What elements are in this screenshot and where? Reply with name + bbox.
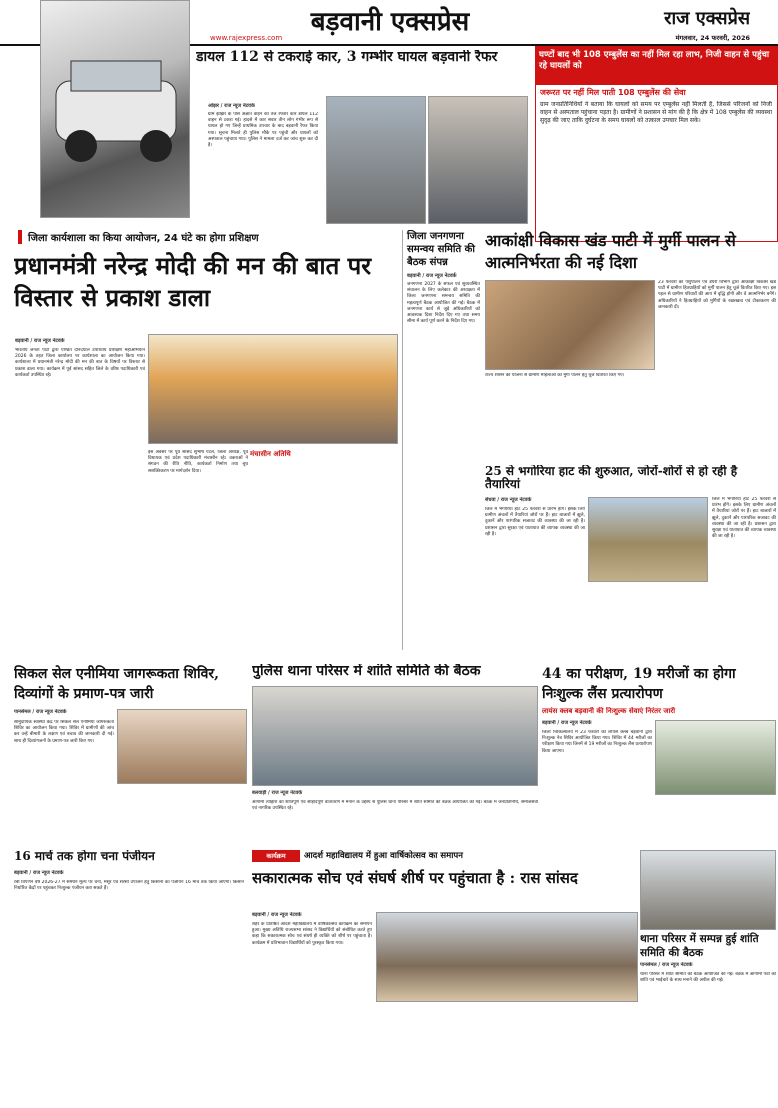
story10-kicker: आदर्श महाविद्यालय में हुआ वार्षिकोत्सव का समापन [304,851,463,861]
story8-photo-eye-camp [655,720,776,795]
story6-byline: पानसेमल / राज न्यूज नेटवर्क [14,709,67,715]
story11-byline: पानसेमल / राज न्यूज नेटवर्क [640,962,693,968]
story6-headline[interactable]: सिकल सेल एनीमिया जागरूकता शिविर, दिव्यांगों के प्रमाण-पत्र जारी [14,666,219,702]
story3-byline: बड़वानी / राज न्यूज नेटवर्क [407,273,457,279]
story10-byline: बड़वानी / राज न्यूज नेटवर्क [252,912,302,918]
paper-title: बड़वानी एक्सप्रेस [310,7,470,37]
story2-headline[interactable]: प्रधानमंत्री नरेन्द्र मोदी की मन की बात पर विस्तार से प्रकाश डाला [14,251,372,312]
story1-byline: ओझर / राज न्यूज नेटवर्क [208,103,255,109]
story10-photo-ceremony [376,912,638,1002]
story11-headline[interactable]: थाना परिसर में सम्पन्न हुई शांति समिति की बैठक [640,933,759,959]
story2-byline: बड़वानी / राज न्यूज नेटवर्क [15,338,65,344]
story1-aside-headline[interactable]: घण्टों बाद भी 108 एम्बुलेंस का नहीं मिल रहा लाभ, निजी वाहन से पहुंचा रहे घायलों को [536,47,777,85]
story1-photo-accident-scene [326,96,426,224]
story2-kicker: जिला कार्यशाला का किया आयोजन, 24 घंटे का होगा प्रशिक्षण [18,230,388,244]
story4-body: 23 फरवरी को पशुपालन एवं डेयरी विभाग द्वारा आकांक्षी विकास खंड पाटी में ग्रामीण हितग्राहियों को मुर्गी पालन हेतु चूजे वितरित किए गए। इस पहल से ग्रामीण परिवारों की आय में वृद्धि होगी और वे आत्मनिर्भर बनेंगे। अधिकारियों ने हितग्राहियों को मुर्गियों के रखरखाव एवं टीकाकरण की जानकारी दी। [658,280,776,310]
story9-byline: बड़वानी / राज न्यूज नेटवर्क [14,870,64,876]
story2-subhead: मंचासीन अतिथि [250,450,291,458]
story2-sub [250,450,400,650]
story8-body: जिला चिकित्सालय में 23 फरवरी को लायंस क्लब बड़वानी द्वारा निःशुल्क नेत्र शिविर आयोजित किया गया। शिविर में 44 मरीजों का परीक्षण किया गया जिनमें से 19 मरीजों का निःशुल्क लैंस प्रत्यारोपण किया जाएगा। [542,730,652,754]
car-illustration [41,1,190,218]
story1-photo-police [428,96,528,224]
story3-headline[interactable]: जिला जनगणना समन्वय समिति की बैठक संपन्न [407,231,475,268]
story5-byline: सेंधवा / राज न्यूज नेटवर्क [485,497,532,503]
story11-photo-police-meeting [640,850,776,930]
story11-body: थाना परिसर में शांति समिति की बैठक आयोजित की गई। बैठक में आगामी पर्वों को शांति एवं भाईचारे के साथ मनाने की अपील की गई। [640,972,776,984]
story6-body: सामुदायिक स्वास्थ्य केंद्र पर सिकल सेल एनीमिया जागरूकता शिविर का आयोजन किया गया। शिविर में ग्रामीणों की जांच कर उन्हें बीमारी के लक्षण एवं बचाव की जानकारी दी गई। साथ ही दिव्यांगजनों के प्रमाण-पत्र जारी किए गए। [14,720,114,744]
issue-date: मंगलवार, 24 फरवरी, 2026 [675,34,750,42]
story6-photo-health-camp [117,709,247,784]
story1-aside-subhead: जरूरत पर नहीं मिल पाती 108 एम्बुलेंस की सेवा [540,88,686,97]
story1-body: ग्राम झोंझर के पास अज्ञात वाहन की तेज रफ्तार कार डायल 112 वाहन से टकरा गई। हादसे में कार सवार तीन लोग गंभीर रूप से घायल हो गए जिन्हें प्राथमिक उपचार के बाद बड़वानी रैफर किया गया। सूचना मिलते ही पुलिस मौके पर पहुंची और घायलों को अस्पताल पहुंचाया गया। पुलिस ने मामला दर्ज कर जांच शुरू कर दी है। [208,112,318,149]
story7-photo-meeting [252,686,538,786]
story10-body: शहर के प्रतिष्ठित आदर्श महाविद्यालय में वार्षिकोत्सव कार्यक्रम का समापन हुआ। मुख्य अतिथि राज्यसभा सांसद ने विद्यार्थियों को संबोधित करते हुए कहा कि सकारात्मक सोच एवं संघर्ष ही व्यक्ति को शीर्ष पर पहुंचाता है। कार्यक्रम में प्रतिभावान विद्यार्थियों को पुरस्कृत किया गया। [252,922,372,946]
story1-photo-crashed-car [40,0,190,218]
story7-headline[interactable]: पुलिस थाना परिसर में शांति समिति की बैठक [252,664,481,679]
story7-body: आगामी त्योहारों को शांतिपूर्ण एवं सौहार्दपूर्ण वातावरण में मनाने के उद्देश्य से पुलिस थाना परिसर में शांति समिति की बैठक आयोजित की गई। बैठक में जनप्रतिनिधि, समाजसेवी एवं नागरिक उपस्थित रहे। [252,800,538,812]
story4-headline[interactable]: आकांक्षी विकास खंड पाटी में मुर्गी पालन से आत्मनिर्भरता की नई दिशा [485,231,736,272]
story10-headline[interactable]: सकारात्मक सोच एवं संघर्ष शीर्ष पर पहुंचाता है : रास सांसद [252,869,578,887]
story8-headline[interactable]: 44 का परीक्षण, 19 मरीजों का होगा निःशुल्क लैंस प्रत्यारोपण [542,666,736,702]
brand-name: राज एक्सप्रेस [664,8,750,29]
story8-subhead: लायंस क्लब बड़वानी की निःशुल्क सेवाएं निरंतर जारी [542,707,676,715]
story5-body-col2: जिले में भगोरिया हाट 25 फरवरी से प्रारंभ होंगे। इसके लिए ग्रामीण अंचलों में तैयारियां जोरों पर हैं। हाट बाजारों में झूले, दुकानें और पारंपरिक सजावट की व्यवस्था की जा रही है। प्रशासन द्वारा सुरक्षा एवं यातायात की व्यापक व्यवस्था की जा रही है। [712,497,776,540]
story2-photo-workshop-stage [148,334,398,444]
story5-body: जिले में भगोरिया हाट 25 फरवरी से प्रारंभ होंगे। इसके लिए ग्रामीण अंचलों में तैयारियां जोरों पर हैं। हाट बाजारों में झूले, दुकानें और पारंपरिक सजावट की व्यवस्था की जा रही है। प्रशासन द्वारा सुरक्षा एवं यातायात की व्यापक व्यवस्था की जा रही है। [485,507,585,537]
story8-byline: बड़वानी / राज न्यूज नेटवर्क [542,720,592,726]
story1-aside-body: ग्राम जनप्रतिनिधियों ने बताया कि घायलों को समय पर एम्बुलेंस नहीं मिलती है, जिससे परिजनों को निजी वाहन से अस्पताल पहुंचाना पड़ता है। ग्रामीणों ने प्रशासन से मांग की है कि क्षेत्र में 108 एम्बुलेंस की व्यवस्था सुदृढ़ की जाए ताकि दुर्घटना के समय घायलों को तत्काल उपचार मिल सके। [540,101,772,124]
story5-headline[interactable]: 25 से भगोरिया हाट की शुरुआत, जोरों-शोरों से हो रही है तैयारियां [485,465,738,491]
story2-body: भारतीय जनता पार्टी द्वारा पण्डित दीनदयाल उपाध्याय प्रशिक्षण महाअभियान 2026 के तहत जिला कार्यालय पर कार्यशाला का आयोजन किया गया। कार्यशाला में प्रधानमंत्री नरेन्द्र मोदी की मन की बात के विषयों पर विस्तार से प्रकाश डाला गया। कार्यक्रम में पूर्व सांसद सहित जिले के वरिष्ठ पदाधिकारी एवं कार्यकर्ता उपस्थित रहे। [15,348,145,378]
story3-box [402,230,480,650]
story9-headline[interactable]: 16 मार्च तक होगा चना पंजीयन [14,850,155,863]
story1-headline[interactable]: डायल 112 से टकराई कार, 3 गम्भीर घायल बड़वानी रैफर [196,50,498,65]
story10-kicker-label: कार्यक्रम [252,850,300,862]
story5-photo-haat-preparations [588,497,708,582]
story4-caption: राज्य शासन की योजना से ग्रामीण महिलाओं को मुर्गी पालन हेतु चूजे वितरित किए गए। [485,373,625,378]
story4-photo-poultry [485,280,655,370]
story2-body-col2: इस अवसर पर पूर्व सांसद सुभाष पटेल, जिला अध्यक्ष, पूर्व विधायक एवं प्रदेश पदाधिकारी मंचासीन रहे। वक्ताओं ने संगठन की रीति नीति, कार्यकर्ता निर्माण तथा बूथ सशक्तिकरण पर मार्गदर्शन दिया। [148,450,248,474]
story1-aside-box [535,46,778,242]
url[interactable]: www.rajexpress.com [210,34,283,42]
story9-body: रबी विपणन वर्ष 2026-27 में समर्थन मूल्य पर चना, मसूर एवं सरसों उपार्जन हेतु किसानों का पंजीयन 16 मार्च तक किया जाएगा। किसान निर्धारित केंद्रों पर पहुंचकर निःशुल्क पंजीयन करा सकते हैं। [14,880,244,892]
story7-byline: बलवाड़ी / राज न्यूज नेटवर्क [252,790,303,796]
story3-body: जनगणना 2027 के सफल एवं सुव्यवस्थित संचालन के लिए कलेक्टर की अध्यक्षता में जिला जनगणना समन्वय समिति की महत्वपूर्ण बैठक आयोजित की गई। बैठक में जनगणना कार्य से जुड़े अधिकारियों को आवश्यक दिशा निर्देश दिए गए तथा समय सीमा में कार्य पूर्ण करने के निर्देश दिए गए। [407,282,480,325]
